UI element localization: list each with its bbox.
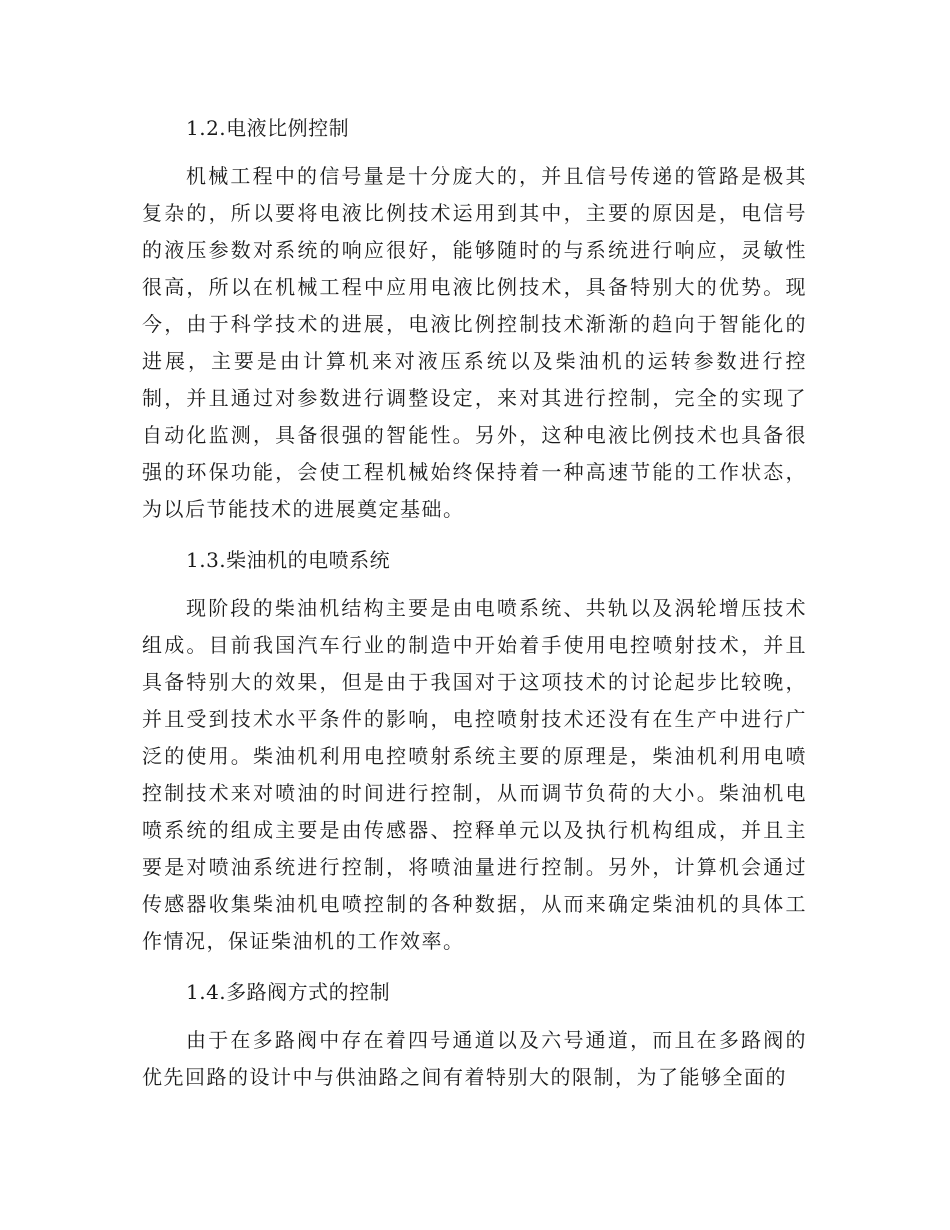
section-heading-1-2: 1.2.电液比例控制 (186, 116, 350, 140)
section-heading-1-4: 1.4.多路阀方式的控制 (186, 980, 391, 1004)
spacer (142, 528, 807, 542)
spacer (142, 1010, 807, 1022)
document-body (142, 110, 807, 1096)
section-heading-1-3: 1.3.柴油机的电喷系统 (186, 548, 391, 572)
spacer (142, 960, 807, 974)
section-paragraph-1-4: 由于在多路阀中存在着四号通道以及六号通道，而且在多路阀的优先回路的设计中与供油路之间有着特别大的限制，为了能够全面的 (142, 1028, 807, 1089)
spacer (142, 578, 807, 590)
section-paragraph-1-2: 机械工程中的信号量是十分庞大的，并且信号传递的管路是极其复杂的，所以要将电液比例技术运用到其中，主要的原因是，电信号的液压参数对系统的响应很好，能够随时的与系统进行响应，灵敏性很高，所以在机械工程中应用电液比例技术，具备特别大的优势。现今，由于科学技术的进展，电液比例控制技术渐渐的趋向于智能化的进展，主要是由计算机来对液压系统以及柴油机的运转参数进行控制，并且通过对参数进行调整设定，来对其进行控制，完全的实现了自动化监测，具备很强的智能性。另外，这种电液比例技术也具备很强的环保功能，会使工程机械始终保持着一种高速节能的工作状态，为以后节能技术的进展奠定基础。 (142, 164, 807, 521)
spacer (142, 146, 807, 158)
section-paragraph-1-3: 现阶段的柴油机结构主要是由电喷系统、共轨以及涡轮增压技术组成。目前我国汽车行业的制造中开始着手使用电控喷射技术，并且具备特别大的效果，但是由于我国对于这项技术的讨论起步比较晚，并且受到技术水平条件的影响，电控喷射技术还没有在生产中进行广泛的使用。柴油机利用电控喷射系统主要的原理是，柴油机利用电喷控制技术来对喷油的时间进行控制，从而调节负荷的大小。柴油机电喷系统的组成主要是由传感器、控释单元以及执行机构组成，并且主要是对喷油系统进行控制，将喷油量进行控制。另外，计算机会通过传感器收集柴油机电喷控制的各种数据，从而来确定柴油机的具体工作情况，保证柴油机的工作效率。 (142, 596, 807, 953)
